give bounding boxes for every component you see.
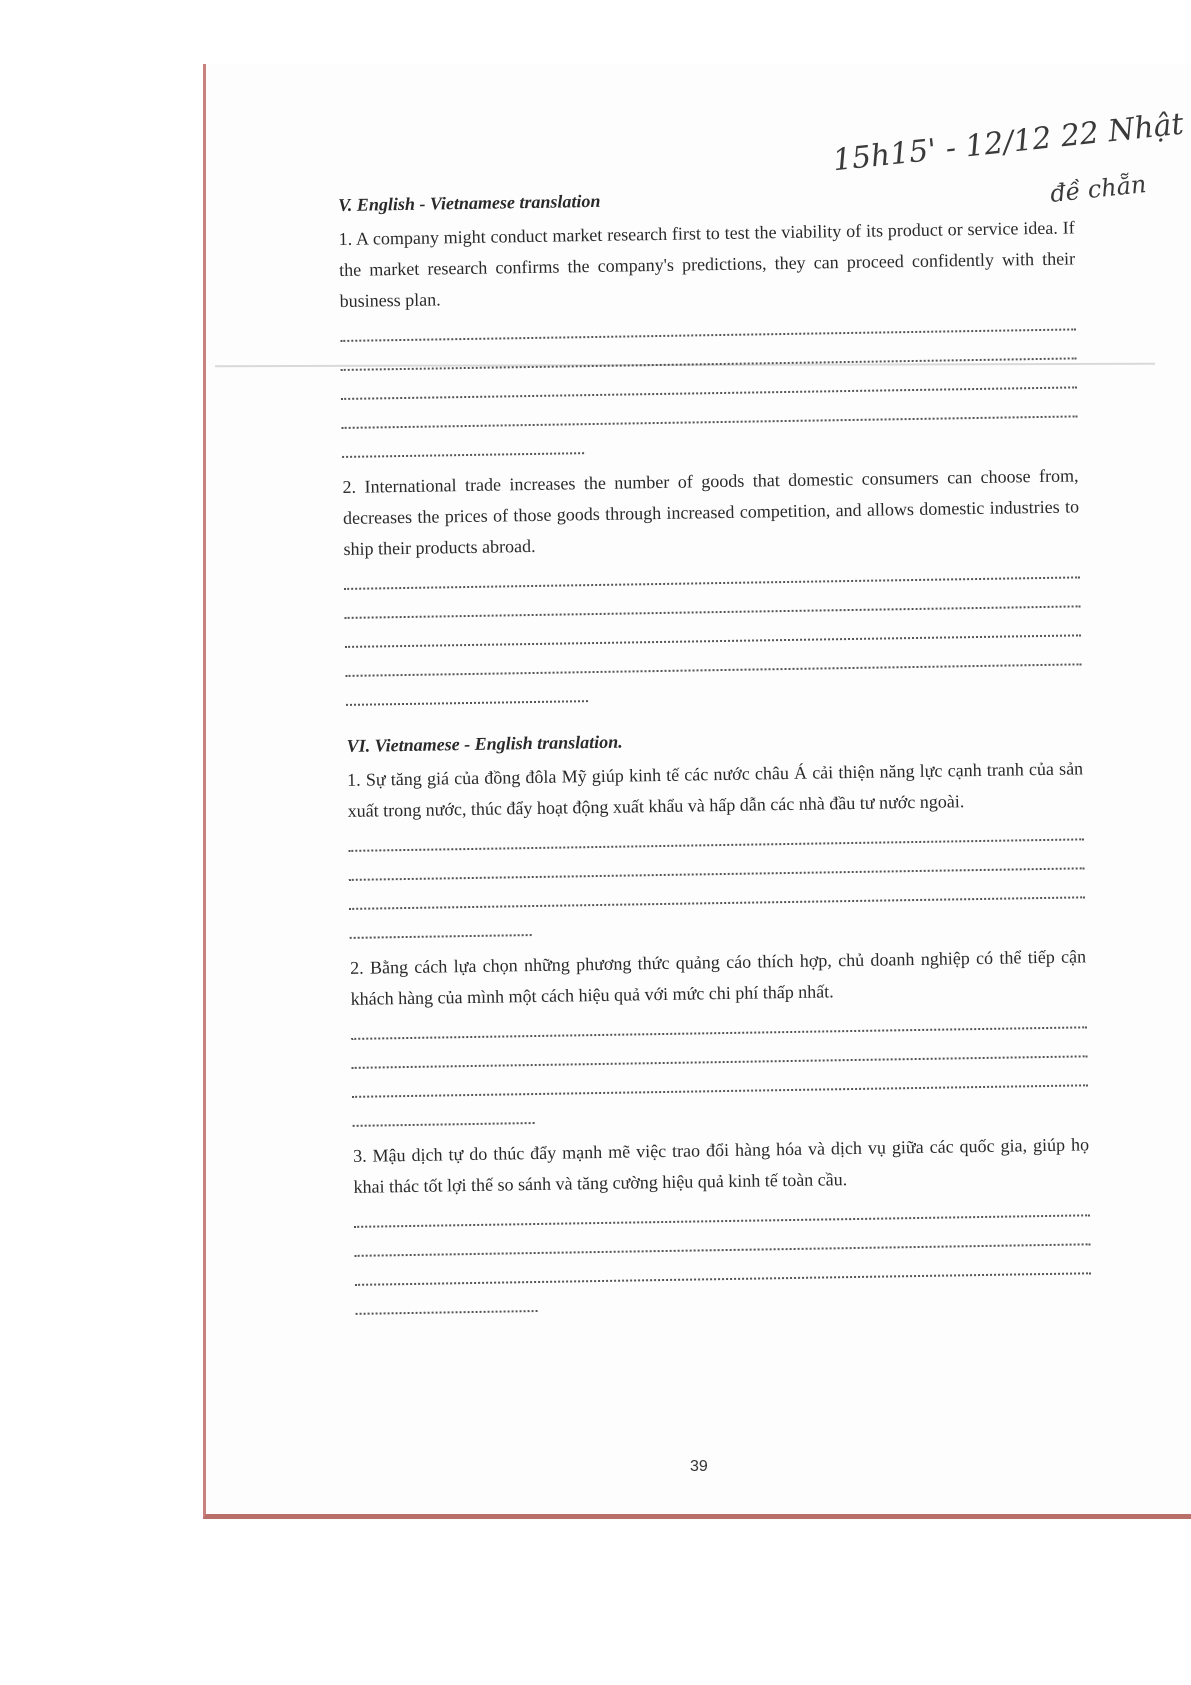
handwritten-note-line2: đề chẵn (1048, 170, 1148, 208)
section-6-heading: VI. Vietnamese - English translation. (346, 731, 623, 756)
worksheet-content (338, 183, 1092, 1318)
section-6-question-2: 2. Bằng cách lựa chọn những phương thức quảng cáo thích hợp, chủ doanh nghiệp có thể tiếp cận khách hàng của mình một cách hiệu quả với mức chi phí thấp nhất. (349, 946, 1087, 1009)
section-5-question-1: 1. A company might conduct market research first to test the viability of its product or service idea. If the market research confirms the company's predictions, they can proceed confidently with their business plan. (338, 217, 1076, 311)
section-6-question-1: 1. Sự tăng giá của đồng đôla Mỹ giúp kinh tế các nước châu Á cải thiện năng lực cạnh tranh của sản xuất trong nước, thúc đẩy hoạt động xuất khẩu và hấp dẫn các nhà đầu tư nước ngoài. (347, 758, 1084, 821)
page-number: 39 (690, 1458, 708, 1475)
handwritten-note-line1: 15h15' - 12/12 22 Nhật (831, 106, 1186, 179)
section-5-heading: V. English - Vietnamese translation (338, 190, 601, 215)
section-6-question-3: 3. Mậu dịch tự do thúc đẩy mạnh mẽ việc trao đổi hàng hóa và dịch vụ giữa các quốc gia, giúp họ khai thác tốt lợi thế so sánh và tăng cường hiệu quả kinh tế toàn cầu. (352, 1134, 1090, 1197)
section-5-question-2: 2. International trade increases the number of goods that domestic consumers can choose from, decreases the prices of those goods through increased competition, and allows domestic industries to ship their products abroad. (342, 465, 1080, 559)
